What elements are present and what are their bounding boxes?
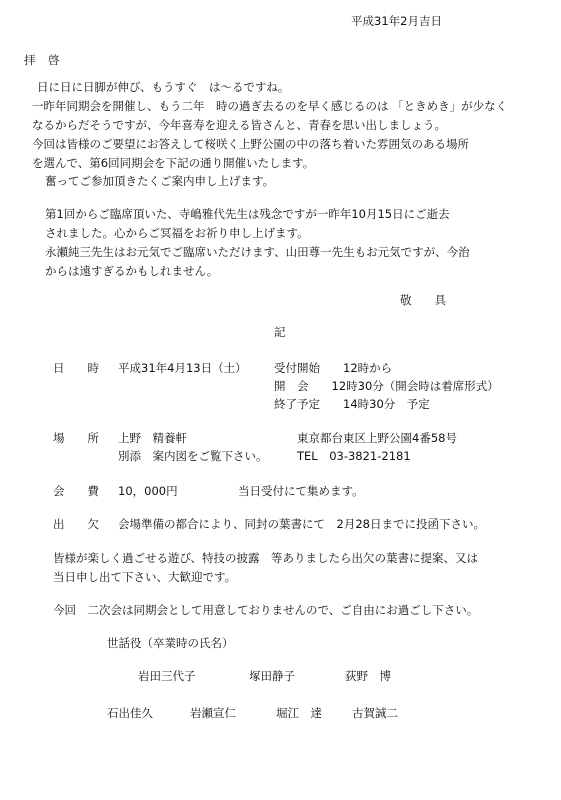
- place-tel: TEL 03-3821-2181: [297, 449, 411, 463]
- organizer-name: 石出佳久: [107, 706, 153, 720]
- place-label: 場 所: [53, 431, 99, 445]
- teacher-note-line: されました。心からご冥福をお祈り申し上げます。: [45, 226, 309, 240]
- body-line: 今回は皆様のご要望にお答えして桜咲く上野公園の中の落ち着いた雰囲気のある場所: [32, 137, 469, 151]
- letter-date: 平成31年2月吉日: [351, 14, 442, 28]
- place-address: 東京都台東区上野公園4番58号: [297, 431, 457, 445]
- organizer-name: 岩田三代子: [138, 669, 196, 683]
- entertainment-line: 当日申し出て下さい、大歓迎です。: [53, 570, 237, 584]
- fee-label: 会 費: [53, 484, 99, 498]
- attendance-text: 会場準備の都合により、同封の葉書にて 2月28日までに投函下さい。: [118, 517, 485, 531]
- attendance-label: 出 欠: [53, 517, 99, 531]
- place-map-note: 別添 案内図をご覧下さい。: [118, 449, 268, 463]
- teacher-note-line: からは遠すぎるかもしれません。: [45, 264, 219, 278]
- opening-salutation: 拝 啓: [24, 53, 60, 67]
- fee-note: 当日受付にて集めます。: [238, 484, 364, 498]
- teacher-note-line: 第1回からご臨席頂いた、寺嶋雅代先生は残念ですが一昨年10月15日にご逝去: [45, 207, 450, 221]
- body-line: 日に日に日脚が伸び、もうすぐ は～るですね。: [37, 80, 290, 94]
- datetime-label: 日 時: [53, 361, 99, 375]
- body-line: 一昨年同期会を開催し、もう二年 時の過ぎ去るのを早く感じるのは 「ときめき」が少なく: [32, 99, 508, 113]
- fee-value: 10，000円: [118, 484, 178, 498]
- reception-time: 受付開始 12時から: [274, 361, 393, 375]
- teacher-note-line: 永瀬純三先生はお元気でご臨席いただけます、山田尊一先生もお元気ですが、今治: [45, 245, 470, 259]
- organizer-name: 荻野 博: [345, 669, 391, 683]
- body-line: 奮ってご参加頂きたくご案内申し上げます。: [45, 174, 275, 188]
- end-time: 終了予定 14時30分 予定: [274, 397, 430, 411]
- datetime-value: 平成31年4月13日（土）: [118, 361, 247, 375]
- after-party-note: 今回 二次会は同期会として用意しておりませんので、ご自由にお過ごし下さい。: [53, 603, 479, 617]
- ki-heading: 記: [274, 325, 286, 339]
- organizer-name: 塚田静子: [249, 669, 295, 683]
- body-line: なるからだそうですが、今年喜寿を迎える皆さんと、青春を思い出しましょう。: [32, 118, 446, 132]
- organizer-name: 堀江 達: [276, 706, 322, 720]
- organizer-name: 岩瀬宣仁: [190, 706, 236, 720]
- body-line: を選んで、第6回同期会を下記の通り開催いたします。: [32, 156, 315, 170]
- entertainment-line: 皆様が楽しく過ごせる遊び、特技の披露 等ありましたら出欠の葉書に提案、又は: [53, 551, 479, 565]
- start-time: 開 会 12時30分（開会時は着席形式）: [274, 379, 499, 393]
- organizers-label: 世話役（卒業時の氏名）: [107, 636, 234, 650]
- organizer-name: 古賀誠二: [352, 706, 398, 720]
- place-name: 上野 精養軒: [118, 431, 187, 445]
- closing: 敬 具: [400, 293, 446, 307]
